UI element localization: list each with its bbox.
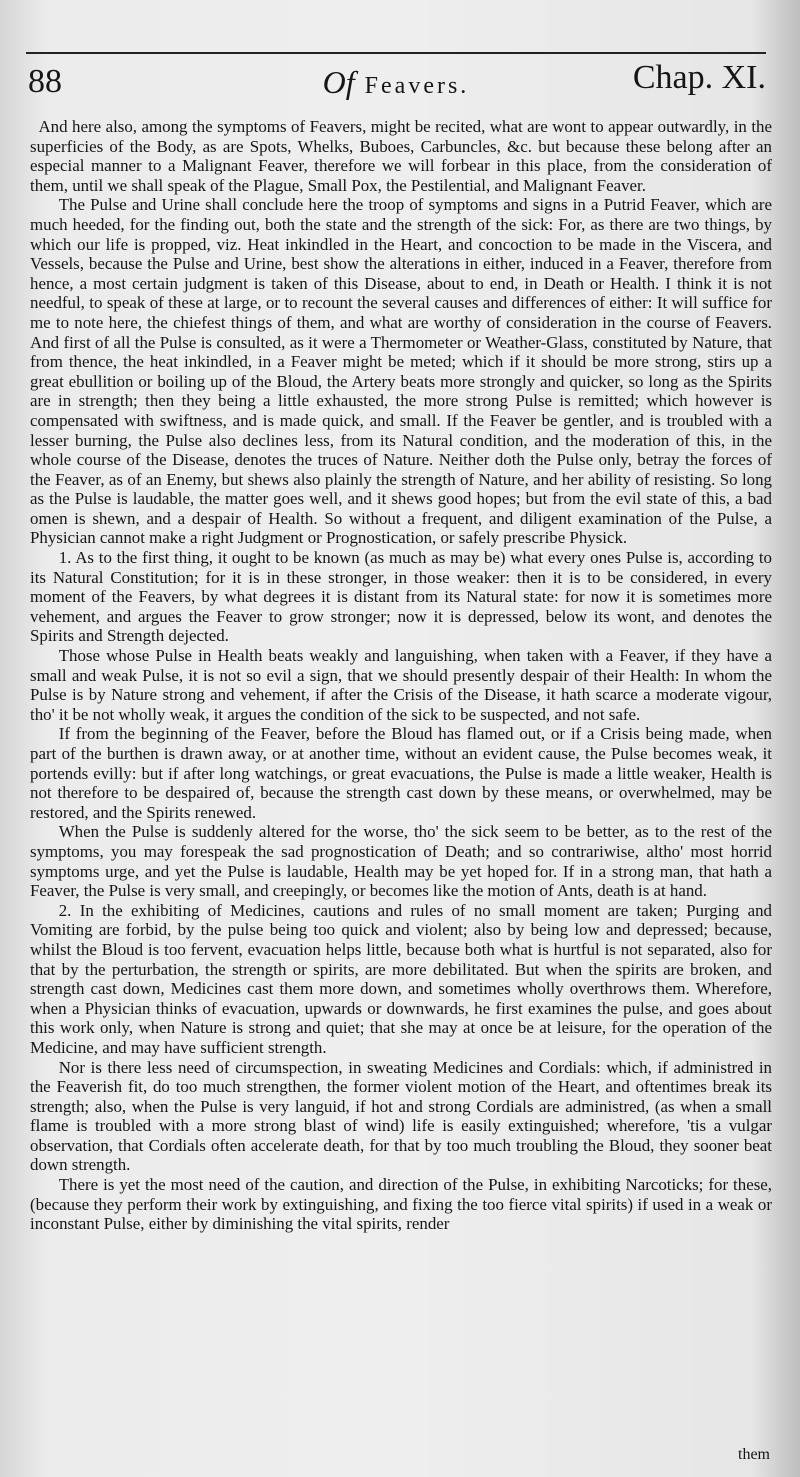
paragraph: The Pulse and Urine shall conclude here the troop of symptoms and signs in a Putrid Feaver, which are much heeded, for the finding out, both the state and the strength of the sick: For, as there are two things, by which our life is propped, viz. Heat inkindled in the Heart, and concoction to be made in the Viscera, and Vessels, because the Pulse and Urine, best show the alterations in either, induced in a Feaver, therefore from hence, a most certain judgment is taken of this Disease, about to end, in Death or Health. I think it is not needful, to speak of these at large, or to recount the several causes and differences of either: It will suffice for me to note here, the chiefest things of them, and what are worthy of consideration in the course of Feavers. And first of all the Pulse is consulted, as it were a Thermometer or Weather-Glass, constituted by Nature, that from thence, the heat inkindled, in a Feaver might be meted; which if it should be more strong, stirs up a great ebullition or boiling up of the Bloud, the Artery beats more strongly and quicker, so long as the Spirits are in strength; then they being a little exhausted, the more strong Pulse is remitted; which however is compensated with swiftness, and is made quick, and small. If the Feaver be gentler, and is troubled with a lesser burning, the Pulse also declines less, from its Natural condition, and the moderation of this, in the whole course of the Disease, denotes the truces of Nature. Neither doth the Pulse only, betray the forces of the Feaver, as of an Enemy, but shews also plainly the strength of Nature, and her ability of resisting. So long as the Pulse is laudable, the matter goes well, and it shews good hopes; but from the evil state of this, a bad omen is shewn, and a despair of Health. So without a frequent, and diligent examination of the Pulse, a Physician cannot make a right Judgment or Prognostication, or safely prescribe Physick.: [30, 195, 772, 548]
paragraph: If from the beginning of the Feaver, before the Bloud has flamed out, or if a Crisis being made, when part of the burthen is drawn away, or at another time, without an evident cause, the Pulse becomes weak, it portends evilly: but if after long watchings, or great evacuations, the Pulse is made a little weaker, Health is not therefore to be despaired of, because the strength cast down by these means, or overwhelmed, may be restored, and the Spirits renewed.: [30, 724, 772, 822]
header-rule: [26, 52, 766, 54]
paragraph: There is yet the most need of the caution, and direction of the Pulse, in exhibiting Narcoticks; for these, (because they perform their work by extinguishing, and fixing the too fierce vital spirits) if used in a weak or inconstant Pulse, either by diminishing the vital spirits, render: [30, 1175, 772, 1234]
running-title-italic: Of: [322, 64, 355, 100]
page-header: [26, 56, 766, 102]
body-text: [30, 117, 772, 1234]
page-number: 88: [28, 63, 62, 100]
paragraph: Those whose Pulse in Health beats weakly and languishing, when taken with a Feaver, if they have a small and weak Pulse, it is not so evil a sign, that we should presently despair of their Health: In whom the Pulse is by Nature strong and vehement, if after the Crisis of the Disease, it hath scarce a moderate vigour, tho' it be not wholly weak, it argues the condition of the sick to be suspected, and not safe.: [30, 646, 772, 724]
chapter-heading: Chap. XI.: [632, 59, 766, 96]
paragraph: 1. As to the first thing, it ought to be known (as much as may be) what every ones Pulse is, according to its Natural Constitution; for it is in these stronger, in those weaker: then it is to be considered, in every moment of the Feavers, by what degrees it is distant from its Natural state: for now it is sometimes more vehement, and argues the Feaver to grow stronger; now it is depressed, below its wont, and denotes the Spirits and Strength dejected.: [30, 548, 772, 646]
paragraph: 2. In the exhibiting of Medicines, cautions and rules of no small moment are taken; Purging and Vomiting are forbid, by the pulse being too quick and violent; also by being low and depressed; because, whilst the Bloud is too fervent, evacuation helps little, because both what is hurtful is not separated, also for that by the perturbation, the strength or spirits, are more debilitated. But when the spirits are broken, and strength cast down, Medicines cast them more down, and sometimes wholly overthrows them. Wherefore, when a Physician thinks of evacuation, upwards or downwards, he first examines the pulse, and goes about this work only, when Nature is strong and quiet; that she may at once be at leisure, for the operation of the Medicine, and may have sufficient strength.: [30, 900, 772, 1057]
catchword: them: [738, 1446, 770, 1463]
running-title-caps: Feavers.: [364, 73, 470, 99]
paragraph: When the Pulse is suddenly altered for the worse, tho' the sick seem to be better, as to the rest of the symptoms, you may forespeak the sad prognostication of Death; and so contrariwise, altho' most horrid symptoms urge, and yet the Pulse is laudable, Health may be yet hoped for. If in a strong man, that hath a Feaver, the Pulse is very small, and creepingly, or becomes like the motion of Ants, death is at hand.: [30, 822, 772, 901]
paragraph: And here also, among the symptoms of Feavers, might be recited, what are wont to appear outwardly, in the superficies of the Body, as are Spots, Whelks, Buboes, Carbuncles, &c. but because these belong after an especial manner to a Malignant Feaver, therefore we will forbear in this place, from the consideration of them, until we shall speak of the Plague, Small Pox, the Pestilential, and Malignant Feaver.: [30, 117, 772, 195]
paragraph: Nor is there less need of circumspection, in sweating Medicines and Cordials: which, if administred in the Feaverish fit, do too much strengthen, the former violent motion of the Heart, and oftentimes break its strength; also, when the Pulse is very languid, if hot and strong Cordials are administred, (as when a small flame is troubled with a more strong blast of wind) life is easily extinguished; wherefore, 'tis a vulgar observation, that Cordials often accelerate death, for that by too much troubling the Bloud, they sooner beat down strength.: [30, 1057, 772, 1175]
